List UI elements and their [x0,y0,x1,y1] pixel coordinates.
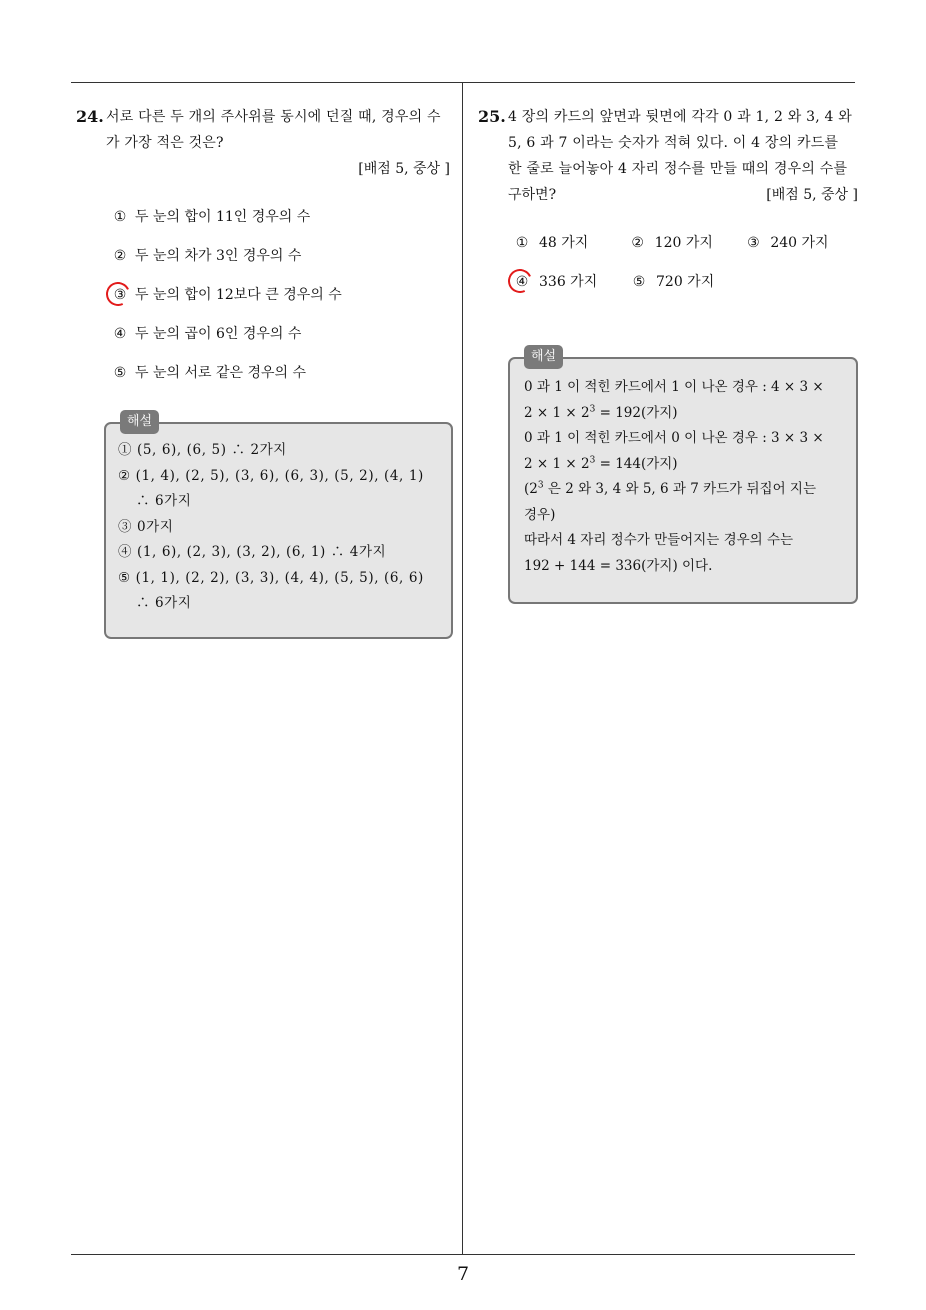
option-4[interactable] [511,269,628,295]
exponent: 3 [589,404,596,414]
solution-line: 경우) [524,506,556,523]
question-text-line: 4 장의 카드의 앞면과 뒷면에 각각 0 과 1, 2 와 3, 4 와 [508,109,852,125]
option-text: 120 가지 [654,235,713,251]
solution-text: = 192(가지) [595,404,678,421]
top-rule [71,82,855,83]
option-5[interactable] [628,269,745,295]
option-mark: ④ [515,274,529,290]
question-last-line [508,182,858,208]
solution-line: ④ (1, 6), (2, 3), (3, 2), (6, 1) ∴ 4가지 [118,544,387,560]
question-24-header [76,104,452,182]
option-3[interactable] [742,230,858,256]
solution-label: 해설 [120,410,159,434]
answer-circle-mark [505,266,536,297]
solution-line [524,477,844,503]
option-text: 두 눈의 서로 같은 경우의 수 [135,365,307,381]
option-mark: ② [113,248,127,264]
option-mark: ③ [113,287,127,303]
option-text: 240 가지 [770,235,829,251]
option-mark: ⑤ [113,365,127,381]
option-5[interactable] [109,360,452,386]
option-text: 두 눈의 합이 11인 경우의 수 [135,209,311,225]
solution-line: ③ 0가지 [118,518,174,535]
option-3[interactable] [109,282,452,308]
question-text-line: 5, 6 과 7 이라는 숫자가 적혀 있다. 이 4 장의 카드를 [508,135,839,151]
exponent: 3 [589,455,596,465]
solution-text: 은 2 와 3, 4 와 5, 6 과 7 카드가 뒤집어 지는 [543,481,816,497]
option-text: 48 가지 [539,235,589,251]
question-number: 24. [76,107,104,126]
solution-line: ∴ 6가지 [136,493,192,509]
answer-circle-mark [103,279,134,310]
bottom-rule [71,1254,855,1255]
option-2[interactable] [109,243,452,269]
option-mark: ⑤ [632,274,646,290]
page-number: 7 [456,1263,470,1285]
question-text-line: 구하면? [508,187,557,203]
solution-lines [524,375,844,579]
option-mark: ② [631,235,644,251]
solution-lines [118,438,439,617]
question-24 [76,104,452,399]
solution-line: ② (1, 4), (2, 5), (3, 6), (6, 3), (5, 2), (4, 1) [118,467,424,484]
solution-line: ∴ 6가지 [136,595,192,611]
question-number: 25. [478,107,506,126]
solution-box-24 [104,414,453,639]
options-row [511,230,858,256]
option-1[interactable] [109,204,452,230]
option-text: 두 눈의 곱이 6인 경우의 수 [135,326,302,342]
question-text-line: 한 줄로 늘어놓아 4 자리 정수를 만들 때의 경우의 수를 [508,161,848,177]
option-text: 두 눈의 합이 12보다 큰 경우의 수 [135,287,342,303]
answer-options [76,204,452,386]
solution-line: 따라서 4 자리 정수가 만들어지는 경우의 수는 [524,532,794,548]
column-divider [462,82,463,1254]
solution-line: 0 과 1 이 적힌 카드에서 0 이 나온 경우 : 3 × 3 × [524,430,824,446]
solution-line [524,401,844,427]
question-text: 서로 다른 두 개의 주사위를 동시에 던질 때, 경우의 수가 가장 적은 것은? [106,109,441,151]
solution-label: 해설 [524,345,563,369]
option-2[interactable] [627,230,743,256]
option-4[interactable] [109,321,452,347]
solution-text: (2 [524,481,538,497]
option-text: 336 가지 [539,274,598,290]
solution-text: 2 × 1 × 2 [524,404,590,421]
option-mark: ① [113,209,127,225]
answer-options [478,230,858,295]
solution-line [524,452,844,478]
option-mark: ④ [113,326,127,342]
exponent: 3 [537,480,544,491]
solution-line: ① (5, 6), (6, 5) ∴ 2가지 [118,442,287,458]
solution-line: 0 과 1 이 적힌 카드에서 1 이 나온 경우 : 4 × 3 × [524,379,824,395]
solution-line: ⑤ (1, 1), (2, 2), (3, 3), (4, 4), (5, 5), (6, 6) [118,569,424,586]
option-1[interactable] [511,230,627,256]
option-text: 720 가지 [656,274,715,290]
question-meta: [배점 5, 중상 ] [358,161,450,177]
solution-line: 192 + 144 = 336(가지) 이다. [524,557,713,574]
question-25 [478,104,858,308]
question-meta: [배점 5, 중상 ] [766,187,858,203]
solution-box-25 [508,349,858,604]
option-text: 두 눈의 차가 3인 경우의 수 [135,248,302,264]
options-row [511,269,858,295]
option-mark: ① [515,235,529,251]
solution-text: = 144(가지) [595,455,678,472]
solution-text: 2 × 1 × 2 [524,455,590,472]
option-mark: ③ [747,235,760,251]
question-25-header [478,104,858,208]
